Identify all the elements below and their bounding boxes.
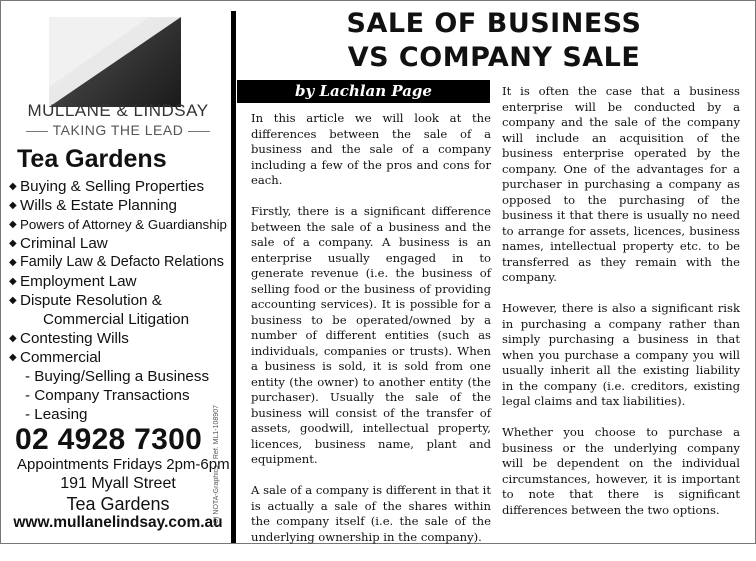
paragraph: A sale of a company is different in that it is actually a sale of the shares within the company itself (i.e. the sale of the underlying ownership in the company). <box>251 483 491 544</box>
list-item: ◆ Dispute Resolution & <box>9 292 162 309</box>
article-column-1 <box>251 111 491 561</box>
sub-list-item: - Company Transactions <box>25 387 190 404</box>
office-town: Tea Gardens <box>17 145 167 173</box>
paragraph: It is often the case that a business enterprise will be conducted by a company and the sale of the company will include an acquisition of the business enterprise operated by the company. One of the advantages for a purchaser in purchasing a company as opposed to the purchasing of the business it that there is usually no need to arrange for assets, licences, business names, intellectual property etc. to be transferred as they remain with the company. <box>502 84 740 284</box>
paragraph: Whether you choose to purchase a business or the underlying company will be dependent on the individual circumstances, however, it is important to note that there is significant differences between the two options. <box>502 425 740 517</box>
paragraph: In this article we will look at the differences between the sale of a business and the sale of a company including a few of the pros and cons for each. <box>251 111 491 187</box>
diamond-bullet-icon: ◆ <box>9 200 17 211</box>
headline-line-2: VS COMPANY SALE <box>347 42 641 73</box>
diamond-bullet-icon: ◆ <box>9 295 17 306</box>
sub-list-item: - Buying/Selling a Business <box>25 368 210 385</box>
mullane-lindsay-logo-icon <box>49 17 181 107</box>
website-url: www.mullanelindsay.com.au <box>13 514 223 531</box>
phone-number: 02 4928 7300 <box>15 423 203 456</box>
headline-line-1: SALE OF BUSINESS <box>346 8 642 39</box>
list-item: ◆ Contesting Wills <box>9 330 129 347</box>
list-item: ◆ Powers of Attorney & Guardianship <box>9 217 227 232</box>
diamond-bullet-icon: ◆ <box>9 333 17 344</box>
list-item: ◆ Commercial <box>9 349 102 366</box>
address-town: Tea Gardens <box>66 494 170 514</box>
firm-panel <box>5 11 231 541</box>
paragraph: However, there is also a significant risk in purchasing a company rather than simply purchasing a business in that when you purchase a company you will usually inherit all the existing liability in the company (i.e. creditors, existing legal claims and tax liabilities). <box>502 301 740 408</box>
article-byline: by Lachlan Page <box>237 80 490 103</box>
tagline-text: TAKING THE LEAD <box>52 122 184 138</box>
diamond-bullet-icon: ◆ <box>9 219 17 230</box>
article-headline <box>237 7 751 75</box>
list-item: ◆ Wills & Estate Planning <box>9 197 178 214</box>
firm-tagline <box>5 122 231 138</box>
diamond-bullet-icon: ◆ <box>9 257 17 268</box>
services-list <box>7 177 233 424</box>
paragraph: Firstly, there is a significant difference between the sale of a business and the sale of a company. A business is an enterprise usually engaged in to generate revenue (i.e. the business of selling food or the business of providing accounting services). It is possible for a business to be operated/owned by a number of different entities (such as individuals, companies or trusts). When a business is sold, it is sold from one entity (the owner) to another entity (the purchaser). Usually the sale of the business will consist of the transfer of assets, goodwill, intellectual property, licences, business name, plant and equipment. <box>251 204 491 466</box>
column-divider <box>231 11 236 543</box>
list-item: ◆ Employment Law <box>9 273 137 290</box>
firm-name: MULLANE & LINDSAY <box>27 101 209 120</box>
print-reference: (C) NOTA-Graphics - Ref. ML1-108907 <box>213 405 220 527</box>
diamond-bullet-icon: ◆ <box>9 238 17 249</box>
list-item-continuation: Commercial Litigation <box>43 311 190 328</box>
appointment-hours: Appointments Fridays 2pm-6pm <box>17 456 230 473</box>
list-item: ◆ Family Law & Defacto Relations <box>9 254 224 270</box>
street-address: 191 Myall Street <box>60 475 176 492</box>
list-item: ◆ Buying & Selling Properties <box>9 178 205 195</box>
diamond-bullet-icon: ◆ <box>9 352 17 363</box>
diamond-bullet-icon: ◆ <box>9 276 17 287</box>
sub-list-item: - Leasing <box>25 406 88 423</box>
list-item: ◆ Criminal Law <box>9 235 108 252</box>
diamond-bullet-icon: ◆ <box>9 181 17 192</box>
article-column-2 <box>502 84 740 534</box>
